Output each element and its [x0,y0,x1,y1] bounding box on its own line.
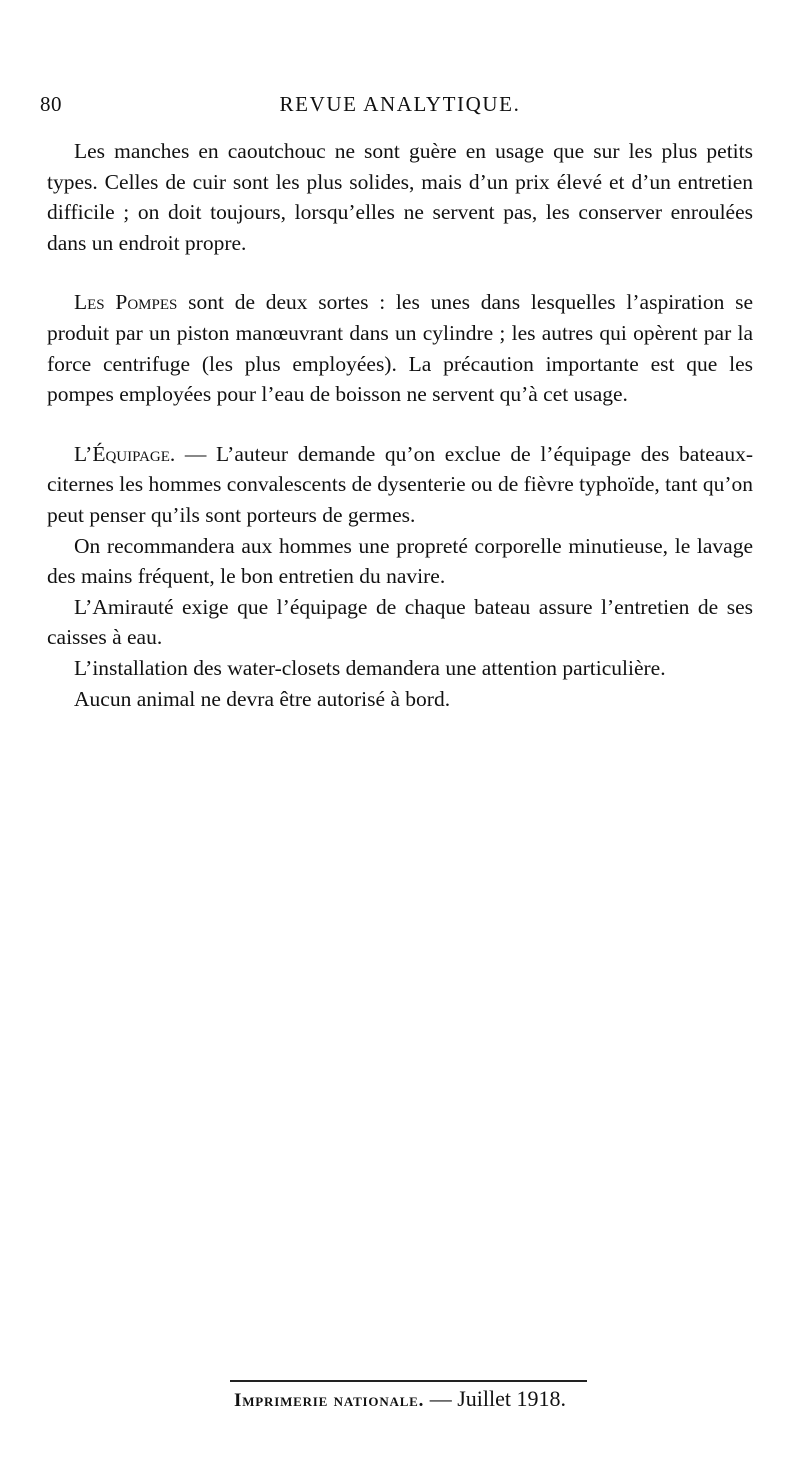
paragraph-animals: Aucun animal ne devra être autorisé à bord. [74,686,451,711]
pumps-heading: Les Pompes [74,290,178,315]
pumps-text: sont de deux sortes : les unes dans lesquelles l’aspiration se produit par un piston manœuvrant dans un cylindre ; les autres qui opèrent par la force centrifuge (les plus employées). La précaution importante est que les pompes employées pour l’eau de boisson ne servent qu’à cet usage. [47,290,753,407]
paragraph-admiralty: L’Amirauté exige que l’équipage de chaque bateau assure l’entretien de ses caisses à eau. [47,594,753,650]
body-text [47,136,753,714]
colophon-press: Imprimerie nationale. [234,1390,425,1411]
crew-heading: L’Équipage. [74,441,176,466]
colophon-rule [230,1380,587,1382]
paragraph-hygiene: On recommandera aux hommes une propreté corporelle minutieuse, le lavage des mains fréquent, le bon entretien du navire. [47,533,753,589]
paragraph-hoses: Les manches en caoutchouc ne sont guère en usage que sur les plus petits types. Celles de cuir sont les plus solides, mais d’un prix élevé et d’un entretien difficile ; on doit toujours, lorsqu’elles ne servent pas, les conserver enroulées dans un endroit propre. [47,139,753,255]
colophon [0,1386,800,1412]
crew-text: — L’auteur demande qu’on exclue de l’équipage des bateaux-citernes les hommes convalescents de dysenterie ou de fièvre typhoïde, tant qu’on peut penser qu’ils sont porteurs de germes. [47,441,753,527]
page-number: 80 [40,92,62,116]
paragraph-pumps [47,287,753,409]
paragraph-water-closets: L’installation des water-closets demandera une attention particulière. [74,655,666,680]
paragraph-crew [47,439,753,531]
colophon-date: — Juillet 1918. [424,1386,566,1411]
running-title: REVUE ANALYTIQUE. [279,92,521,116]
